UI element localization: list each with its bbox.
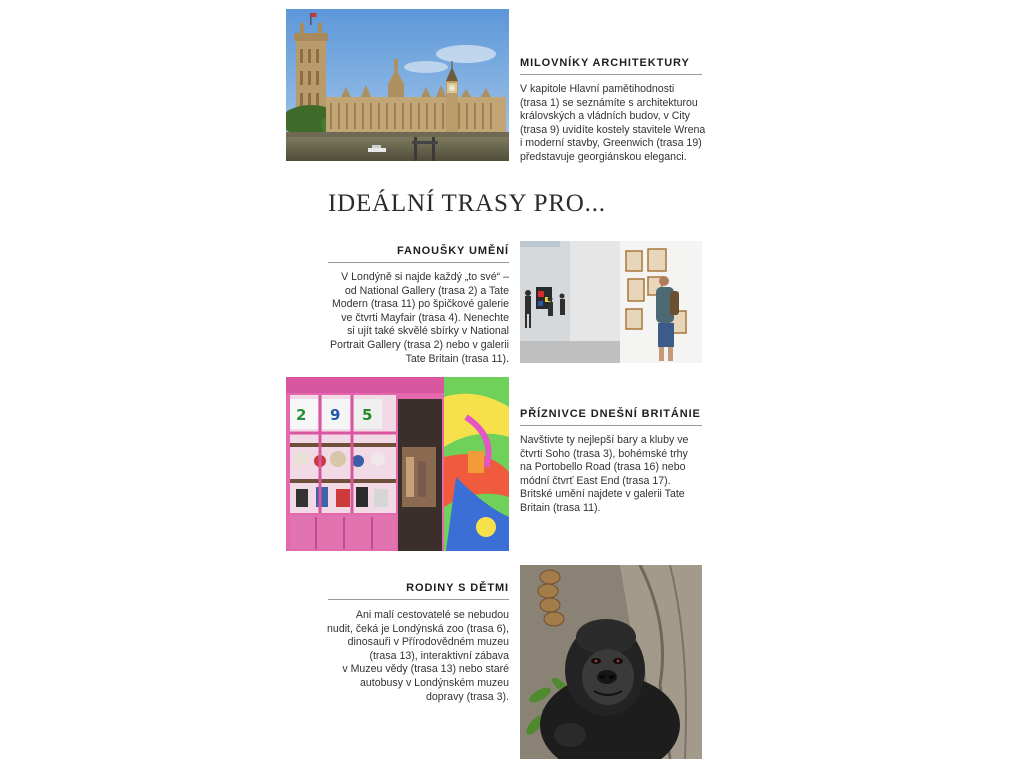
section-heading-modern-britain: PŘÍZNIVCE DNEŠNÍ BRITÁNIE <box>520 408 701 420</box>
shop-shirt-number: 2 <box>296 406 307 424</box>
gallery-photo <box>520 241 702 363</box>
parliament-photo <box>286 9 509 161</box>
section-text-modern-britain: Navštivte ty nejlepší bary a kluby ve čtvrti Soho (trasa 3), bohémské trhy na Portobello Road (trasa 16) nebo módní čtvrť East End (trasa 17). Britské umění najdete v galerii Tate Britain (trasa 11). <box>520 434 689 514</box>
section-heading-art: FANOUŠKY UMĚNÍ <box>396 245 509 257</box>
section-rule-architecture <box>520 74 702 75</box>
section-rule-modern-britain <box>520 425 702 426</box>
gorilla-photo <box>520 565 702 759</box>
shop-shirt-number: 5 <box>362 406 373 424</box>
shop-shirt-number: 9 <box>330 406 341 424</box>
section-text-architecture: V kapitole Hlavní pamětihodnosti (trasa 1) se seznámíte s architekturou královských a vládních budov, v City (trasa 9) uvidíte kostely stavitele Wrena i moderní stavby, Greenwich (trasa 19) představuje georgiánskou eleganci. <box>520 83 706 163</box>
section-rule-art <box>328 262 509 263</box>
section-text-families: Ani malí cestovatelé se nebudou nudit, čeká je Londýnská zoo (trasa 6), dinosauři v Přírodovědném muzeu (trasa 13), interaktivní zábava v Muzeu vědy (trasa 13) nebo staré autobusy v Londýnském muzeu dopravy (trasa 3). <box>327 609 509 703</box>
shop-photo <box>286 377 509 551</box>
section-text-art: V Londýně si najde každý „to své“ – od National Gallery (trasa 2) a Tate Modern (trasa 11) po špičkové galerie ve čtvrti Mayfair (trasa 4). Nenechte si ujít také skvělé sbírky v National Portrait Gallery (trasa 2) nebo v galerii Tate Britain (trasa 11). <box>330 271 509 365</box>
section-rule-families <box>328 599 509 600</box>
section-heading-families: RODINY S DĚTMI <box>406 582 509 594</box>
section-heading-architecture: MILOVNÍKY ARCHITEKTURY <box>520 57 690 69</box>
page-title: IDEÁLNÍ TRASY PRO... <box>328 190 606 217</box>
